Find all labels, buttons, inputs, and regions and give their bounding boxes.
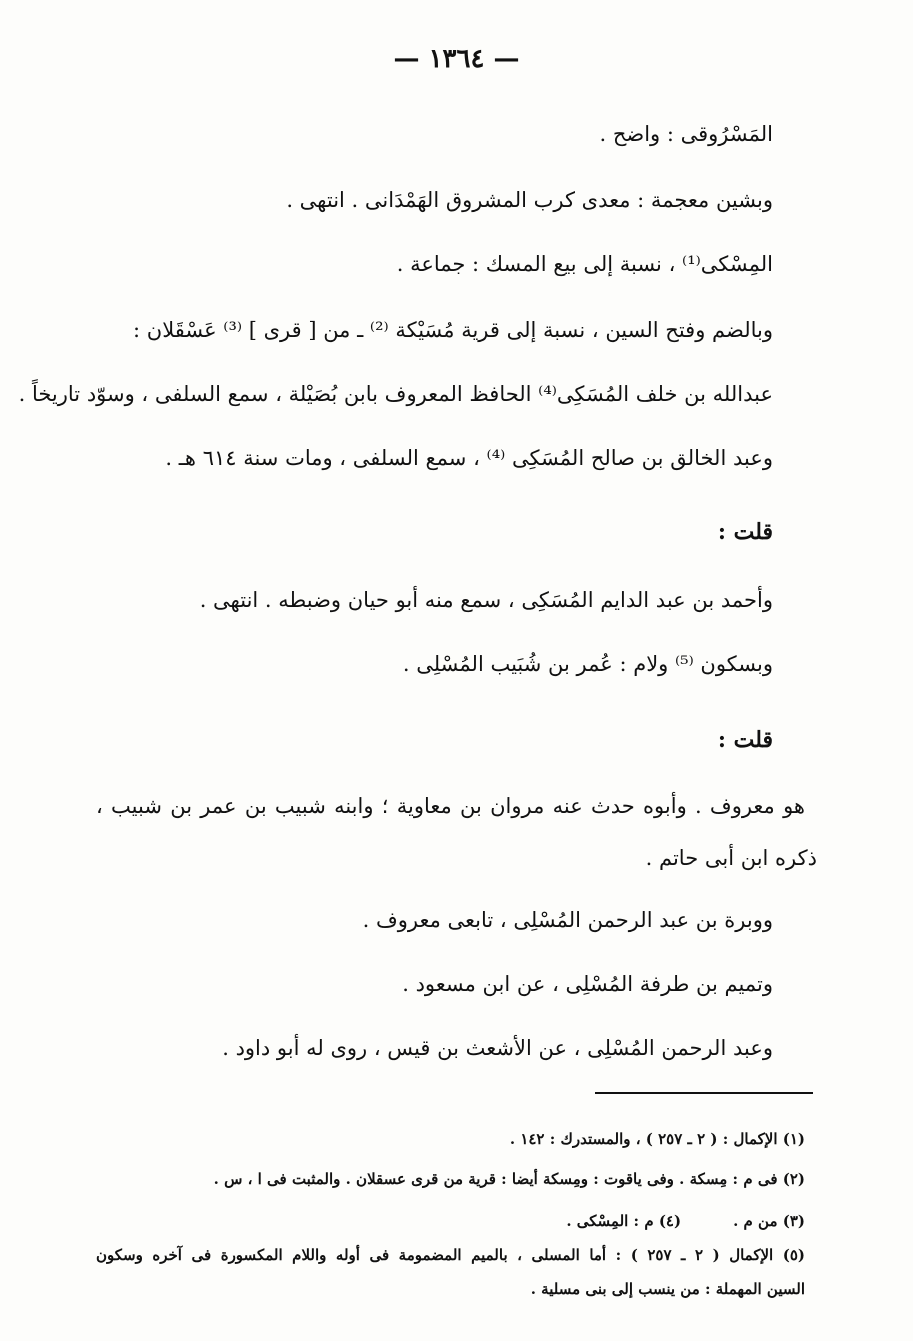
section-heading-qultu-2: قلت : xyxy=(717,727,773,753)
text-line-masruqi: المَسْرُوقى : واضح . xyxy=(599,122,773,146)
text-line-musayka: وبالضم وفتح السين ، نسبة إلى قرية مُسَيْكة ⁽²⁾ ـ من [ قرى ] ⁽³⁾ عَسْقَلان : xyxy=(133,318,773,342)
page-number: — ١٣٦٤ — xyxy=(393,44,520,74)
text-line-ahmad: وأحمد بن عبد الدايم المُسَكِى ، سمع منه أبو حيان وضبطه . انتهى . xyxy=(199,588,773,612)
section-heading-qultu: قلت : xyxy=(717,519,773,545)
text-line-mashruqi: وبشين معجمة : معدى كرب المشروق الهَمْدَانى . انتهى . xyxy=(286,188,773,212)
paragraph-line-2: ذكره ابن أبى حاتم . xyxy=(645,846,817,870)
text-line-miski: المِسْكى⁽¹⁾ ، نسبة إلى بيع المسك : جماعة . xyxy=(396,252,773,276)
footnote-separator xyxy=(595,1092,813,1094)
text-line-wabra: ووبرة بن عبد الرحمن المُسْلِى ، تابعى معروف . xyxy=(362,908,773,932)
paragraph-line-1: هو معروف . وأبوه حدث عنه مروان بن معاوية ؛ وابنه شبيب بن عمر بن شبيب ، xyxy=(96,794,805,818)
footnote-2: (٢) فى م : مِسكة . وفى ياقوت : ومِسكة أيضا : قرية من قرى عسقلان . والمثبت فى ا ، س . xyxy=(213,1170,805,1188)
text-line-tamim: وتميم بن طرفة المُسْلِى ، عن ابن مسعود . xyxy=(402,972,773,996)
footnote-5-line-2: السين المهملة : من ينسب إلى بنى مسلية . xyxy=(530,1280,805,1298)
text-line-abdurrahman: وعبد الرحمن المُسْلِى ، عن الأشعث بن قيس ، روى له أبو داود . xyxy=(222,1036,773,1060)
text-line-musli: وبسكون ⁽⁵⁾ ولام : عُمر بن شُبَيب المُسْلِى . xyxy=(402,652,773,676)
footnote-5-line-1: (٥) الإكمال ( ٢ ـ ٢٥٧ ) : أما المسلى ، بالميم المضمومة فى أوله واللام المكسورة فى آخره وسكون xyxy=(96,1246,805,1264)
footnote-1: (١) الإكمال : ( ٢ ـ ٢٥٧ ) ، والمستدرك : ١٤٢ . xyxy=(509,1130,805,1148)
footnote-3: (٣) من م . xyxy=(733,1212,805,1230)
footnote-3-4-row xyxy=(566,1210,805,1232)
text-line-abdullah: عبدالله بن خلف المُسَكِى⁽⁴⁾ الحافظ المعروف بابن بُصَيْلة ، سمع السلفى ، وسوّد تاريخاً . xyxy=(18,382,773,406)
text-line-abdulkhaliq: وعبد الخالق بن صالح المُسَكِى ⁽⁴⁾ ، سمع السلفى ، ومات سنة ٦١٤ هـ . xyxy=(165,446,773,470)
footnote-4: (٤) م : المِسْكى . xyxy=(566,1212,682,1230)
